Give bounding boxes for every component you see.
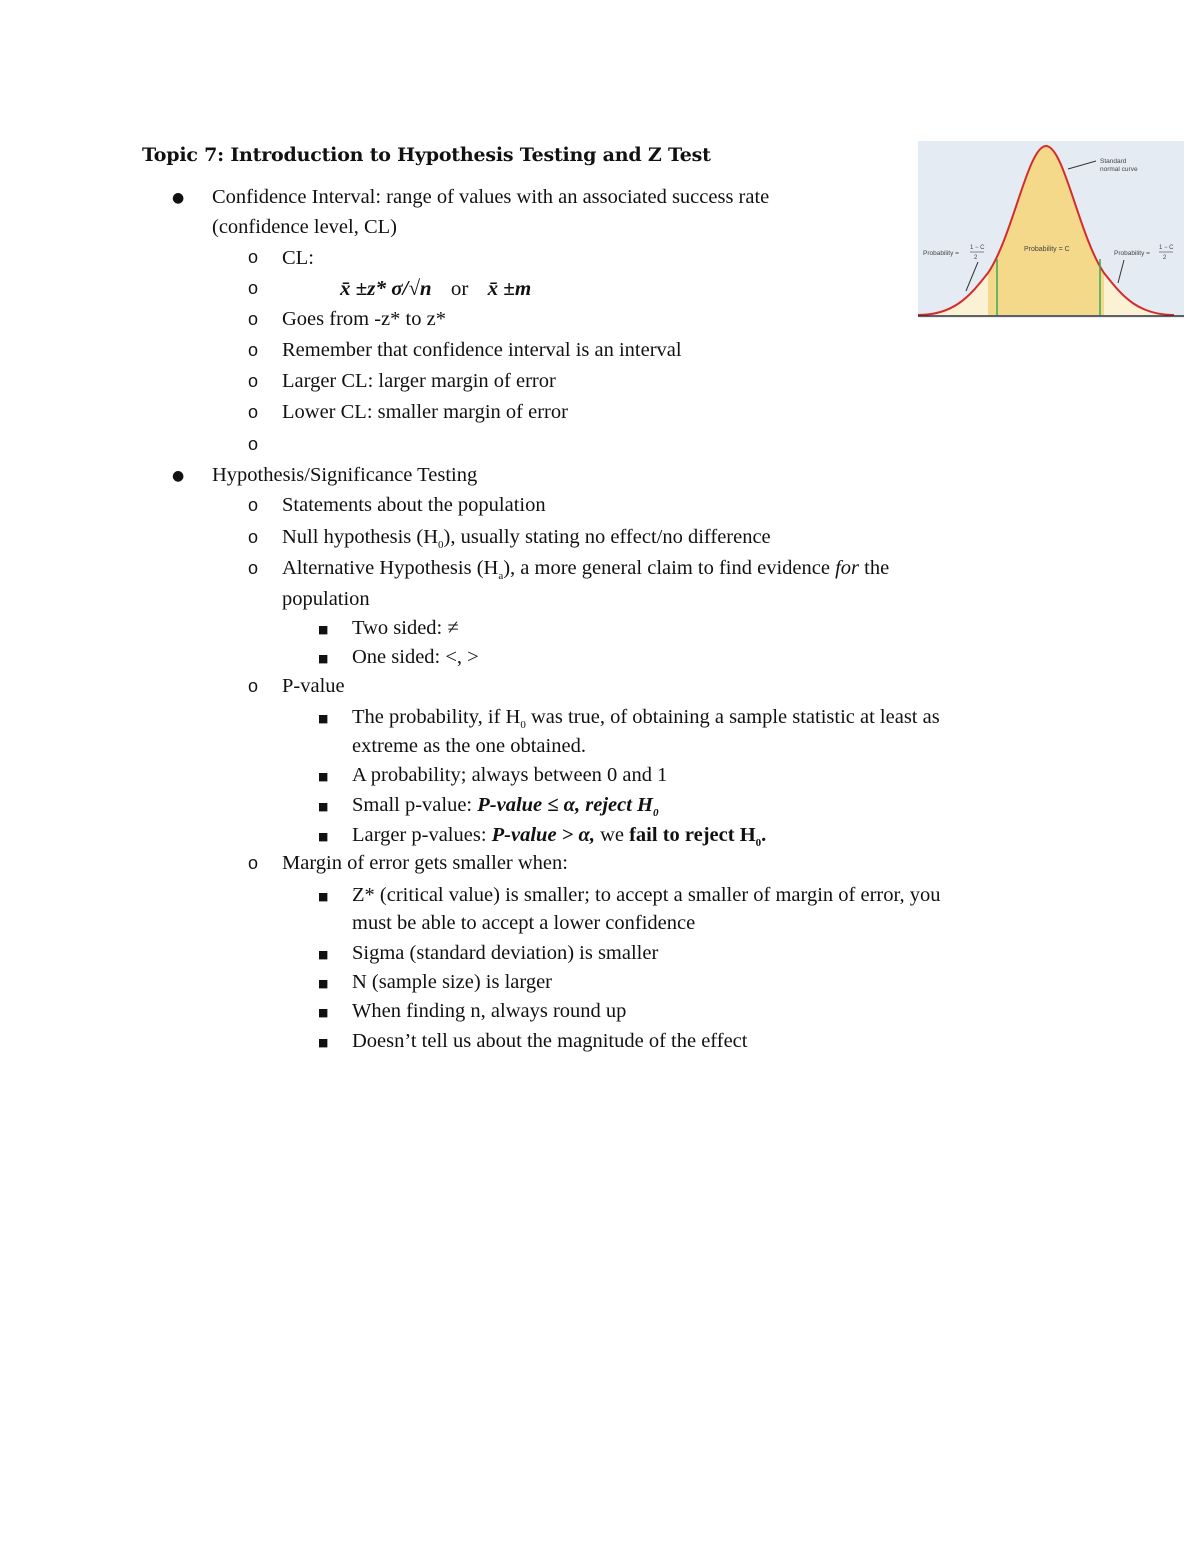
section2-heading: Hypothesis/Significance Testing	[212, 464, 478, 486]
sub-bullet-icon: o	[248, 853, 259, 873]
bullet-icon: ●	[172, 468, 185, 484]
list-item-alternative-hypothesis: Alternative Hypothesis $(H_a)$, a more general claim to find evidence for the	[282, 557, 890, 583]
list-item: The probability, if $H_0$ was true, of obtaining a sample statistic at least as	[352, 706, 940, 732]
sub-bullet-icon: o	[248, 402, 259, 422]
square-bullet-icon: ■	[318, 830, 329, 843]
square-bullet-icon: ■	[318, 623, 329, 636]
list-item: When finding n, always round up	[352, 1000, 627, 1022]
left-tail-fraction-den: 2	[974, 255, 978, 261]
list-item-continuation: must be able to accept a lower confidence	[352, 912, 696, 934]
square-bullet-icon: ■	[318, 977, 329, 990]
sub-bullet-icon: o	[248, 247, 259, 267]
formula-part2: x̄ ±m	[487, 276, 532, 300]
list-item: Statements about the population	[282, 494, 546, 516]
list-item: Two sided: ≠	[352, 617, 459, 639]
center-probability-label: Probability = C	[1024, 246, 1070, 253]
list-item: N (sample size) is larger	[352, 971, 552, 993]
section1-heading-line2: (confidence level, CL)	[212, 216, 397, 238]
sub-bullet-icon: o	[248, 371, 259, 391]
curve-label-line1: Standard	[1100, 158, 1127, 165]
sub-bullet-icon: o	[248, 676, 259, 696]
square-bullet-icon: ■	[318, 1006, 329, 1019]
right-tail-label: Probability =	[1114, 250, 1150, 257]
square-bullet-icon: ■	[318, 652, 329, 665]
square-bullet-icon: ■	[318, 712, 329, 725]
list-item: One sided: <, >	[352, 646, 479, 668]
list-item: Larger p-values: P-value > α, we fail to reject $H_0$.	[352, 824, 767, 850]
normal-curve-figure	[918, 141, 1184, 318]
square-bullet-icon: ■	[318, 890, 329, 903]
square-bullet-icon: ■	[318, 1036, 329, 1049]
left-tail-fraction-num: 1 − C	[970, 245, 985, 251]
bullet-icon: ●	[172, 190, 185, 206]
list-item: A probability; always between 0 and 1	[352, 764, 668, 786]
curve-label-line2: normal curve	[1100, 166, 1138, 173]
formula-or: or	[450, 276, 469, 300]
list-item: Sigma (standard deviation) is smaller	[352, 942, 659, 964]
list-item-continuation: extreme as the one obtained.	[352, 735, 586, 757]
list-item-margin-of-error: Margin of error gets smaller when:	[282, 852, 568, 874]
list-item: Lower CL: smaller margin of error	[282, 401, 568, 423]
sub-bullet-icon: o	[248, 527, 259, 547]
right-tail-fraction-den: 2	[1163, 255, 1167, 261]
list-item: Goes from -z* to z*	[282, 308, 446, 330]
page-title: Topic 7: Introduction to Hypothesis Testing and Z Test	[142, 144, 711, 166]
left-tail-label: Probability =	[923, 250, 959, 257]
list-item-null-hypothesis: Null hypothesis $(H_0)$, usually stating no effect/no difference	[282, 526, 771, 552]
sub-bullet-icon: o	[248, 340, 259, 360]
list-item: Larger CL: larger margin of error	[282, 370, 556, 392]
list-item-pvalue: P-value	[282, 675, 345, 697]
section1-heading-line1: Confidence Interval: range of values with an associated success rate	[212, 186, 770, 208]
list-item: Small p-value: P-value ≤ α, reject $H_0$	[352, 794, 659, 820]
sub-bullet-icon: o	[248, 558, 259, 578]
list-item-continuation: population	[282, 588, 370, 610]
sub-bullet-icon: o	[248, 495, 259, 515]
sub-bullet-icon: o	[248, 434, 259, 454]
right-tail-fraction-num: 1 − C	[1159, 245, 1174, 251]
list-item: Z* (critical value) is smaller; to accept a smaller of margin of error, you	[352, 884, 941, 906]
square-bullet-icon: ■	[318, 948, 329, 961]
square-bullet-icon: ■	[318, 800, 329, 813]
sub-bullet-icon: o	[248, 309, 259, 329]
list-item: Remember that confidence interval is an interval	[282, 339, 682, 361]
square-bullet-icon: ■	[318, 770, 329, 783]
list-item: Doesn’t tell us about the magnitude of the effect	[352, 1030, 748, 1052]
formula-part1: x̄ ±z* σ/√n	[340, 276, 432, 300]
sub-bullet-icon: o	[248, 278, 259, 298]
formula-confidence-interval	[340, 276, 531, 301]
list-item-cl: CL:	[282, 247, 314, 269]
